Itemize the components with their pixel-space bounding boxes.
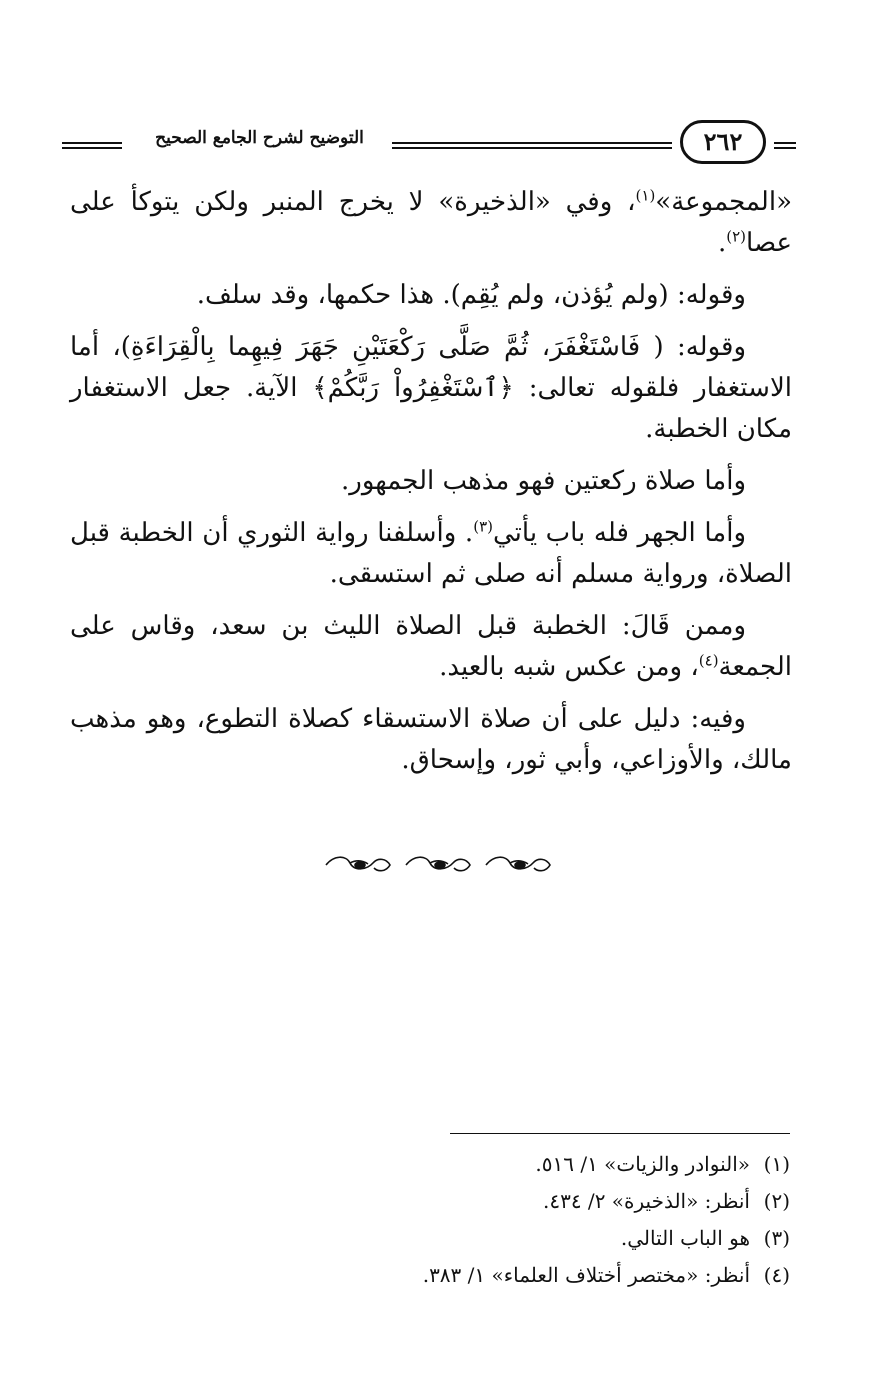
paragraph <box>70 461 792 502</box>
footnote-marker: (٣) <box>473 517 493 536</box>
ornament-motif-1 <box>326 857 390 870</box>
text-run: . وأسلفنا رواية الثوري أن الخطبة قبل الصلاة، ورواية مسلم أنه صلى ثم استسقى. <box>70 518 792 589</box>
running-title: التوضيح لشرح الجامع الصحيح <box>155 128 364 148</box>
text-run: ، ومن عكس شبه بالعيد. <box>439 652 699 682</box>
text-run: وفيه: دليل على أن صلاة الاستسقاء كصلاة التطوع، وهو مذهب مالك، والأوزاعي، وأبي ثور، وإسحاق. <box>70 704 792 775</box>
text-run: وقوله: (ولم يُؤذن، ولم يُقِم). هذا حكمها، وقد سلف. <box>196 280 746 310</box>
text-run: وأما صلاة ركعتين فهو مذهب الجمهور. <box>341 466 746 496</box>
footnote <box>320 1183 790 1220</box>
paragraph <box>70 699 792 781</box>
page-number: ٢٦٢ <box>680 120 766 164</box>
footnote <box>320 1257 790 1294</box>
footnotes <box>320 1146 790 1294</box>
footnote-marker: (٢) <box>726 227 747 246</box>
footnote-number: (٤) <box>763 1263 790 1287</box>
footnote-separator <box>450 1133 790 1134</box>
footnote-text: «النوادر والزيات» ١/ ٥١٦. <box>535 1152 750 1176</box>
footnote <box>320 1146 790 1183</box>
text-run: ، وفي «الذخيرة» لا يخرج المنبر ولكن يتوكأ على عصا <box>70 187 792 258</box>
footnote-marker: (٤) <box>698 651 719 670</box>
footnote-text: أنظر: «مختصر أختلاف العلماء» ١/ ٣٨٣. <box>422 1263 750 1287</box>
text-run: . <box>717 228 727 258</box>
text-run: وممن قَالَ: الخطبة قبل الصلاة الليث بن سعد، وقاس على الجمعة <box>70 611 792 682</box>
paragraph <box>70 275 792 316</box>
section-end-ornament <box>320 850 560 880</box>
body-text <box>70 182 792 792</box>
text-run: «المجموعة» <box>655 187 792 217</box>
footnote-number: (٢) <box>763 1189 790 1213</box>
header-rule-middle <box>392 142 672 149</box>
header-rule-left <box>62 142 122 149</box>
footnote-text: أنظر: «الذخيرة» ٢/ ٤٣٤. <box>542 1189 750 1213</box>
ornament-motif-2 <box>406 857 470 870</box>
text-run: وأما الجهر فله باب يأتي <box>492 518 746 548</box>
footnote-number: (٣) <box>763 1226 790 1250</box>
paragraph <box>70 182 792 264</box>
ornament-motif-3 <box>486 857 550 870</box>
header-rule-right <box>774 142 796 149</box>
footnote-text: هو الباب التالي. <box>620 1226 750 1250</box>
footnote <box>320 1220 790 1257</box>
page-header <box>62 118 796 174</box>
footnote-marker: (١) <box>635 186 656 205</box>
paragraph <box>70 606 792 688</box>
paragraph <box>70 513 792 595</box>
paragraph <box>70 327 792 450</box>
footnote-number: (١) <box>763 1152 790 1176</box>
text-run: وقوله: ( فَاسْتَغْفَرَ، ثُمَّ صَلَّى رَكْعَتَيْنِ جَهَرَ فِيهِما بِالْقِرَاءَةِ)، أما الاستغفار فلقوله تعالى: ﴿ٱسْتَغْفِرُواْ رَبَّكُمْ﴾ الآية. جعل الاستغفار مكان الخطبة. <box>70 332 792 444</box>
